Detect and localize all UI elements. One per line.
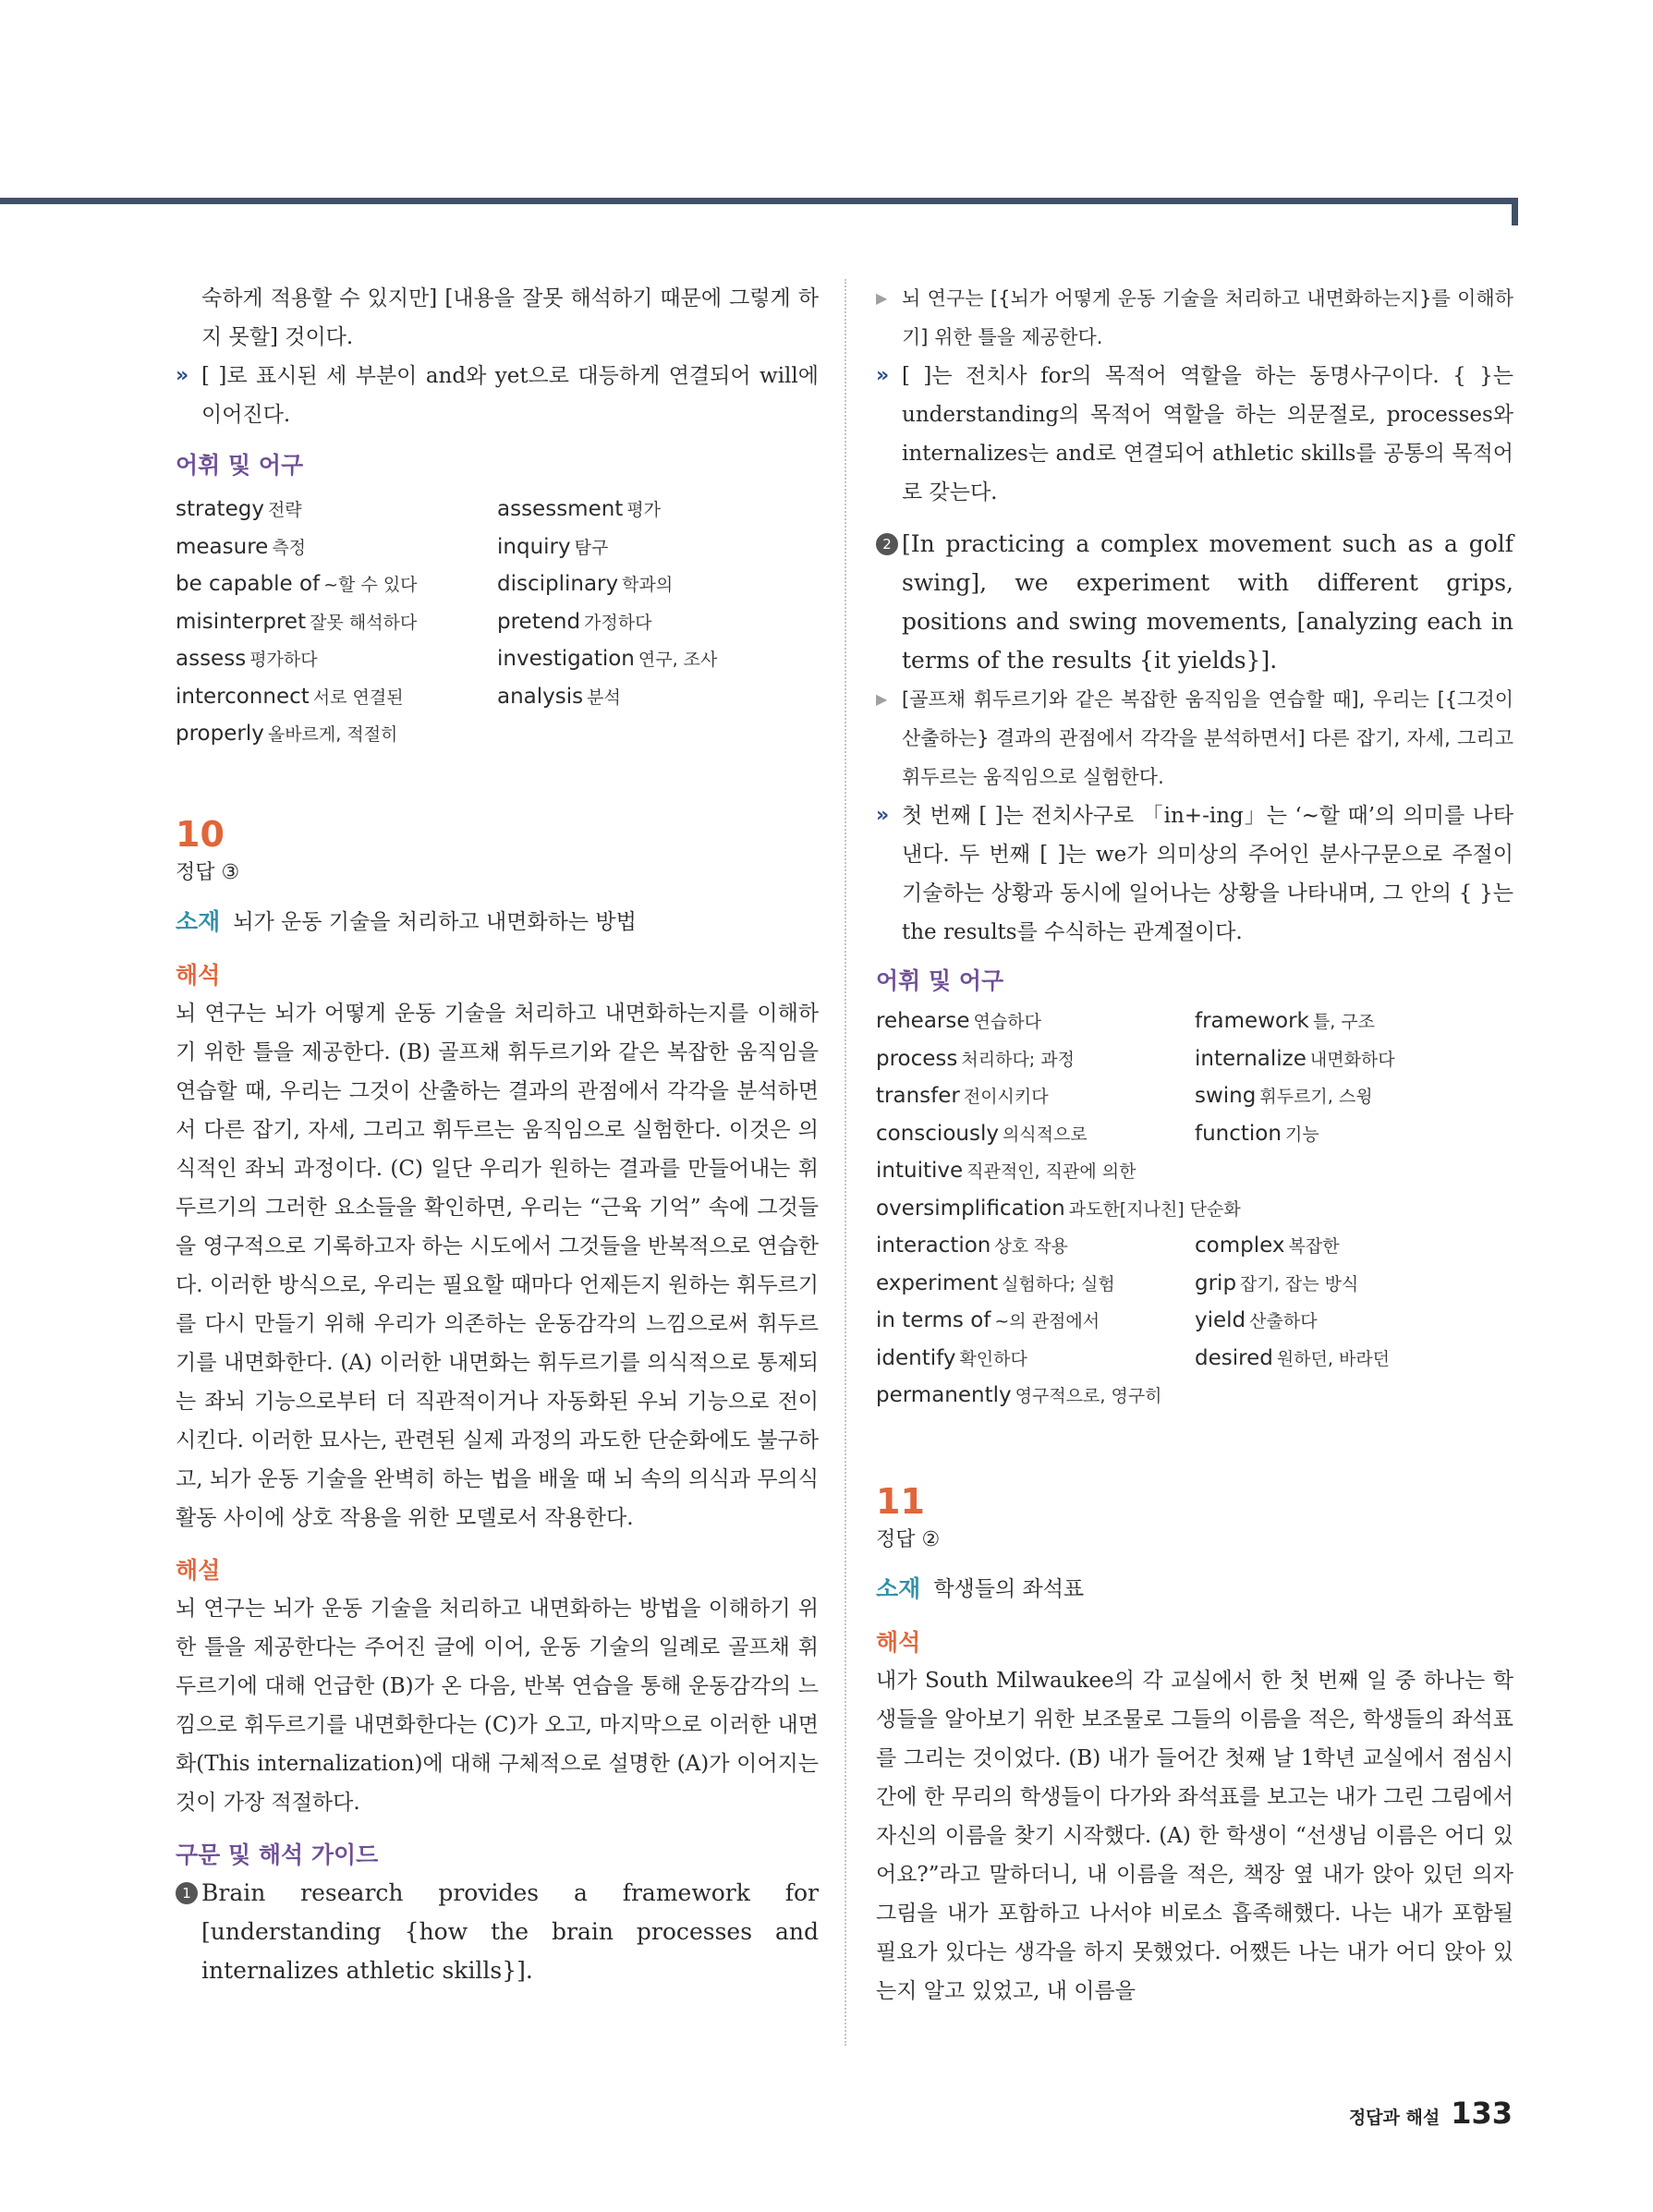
vocab-meaning: 휘두르기, 스윙 [1259,1087,1373,1107]
vocab-item [876,1303,1195,1341]
translation: 뇌 연구는 뇌가 어떻게 운동 기술을 처리하고 내면화하는지를 이해하기 위한 틀을 제공한다. (B) 골프채 휘두르기와 같은 복잡한 움직임을 연습할 때, 우리는 그것이 산출하는 결과의 관점에서 각각을 분석하면서 다른 잡기, 자세, 그리고 휘두르는 움직임으로 실험한다. 이것은 의식적인 좌뇌 과정이다. (C) 일단 우리가 원하는 결과를 만들어내는 휘두르기의 그러한 요소들을 확인하면, 우리는 “근육 기억” 속에 그것들을 영구적으로 기록하고자 하는 시도에서 그것들을 반복적으로 연습한다. 이러한 방식으로, 우리는 필요할 때마다 언제든지 원하는 휘두르기를 다시 만들기 위해 우리가 의존하는 운동감각의 느낌으로써 휘두르기를 내면화한다. (A) 이러한 내면화는 휘두르기를 의식적으로 통제되는 좌뇌 기능으로부터 더 직관적이거나 자동화된 우뇌 기능으로 전이시킨다. 이러한 묘사는, 관련된 실제 과정의 과도한 단순화에도 불구하고, 뇌가 운동 기술을 완벽히 하는 법을 배울 때 뇌 속의 의식과 무의식 활동 사이에 상호 작용을 위한 모델로서 작용한다. [176,1001,819,1530]
vocab-item [176,679,497,717]
vocab-meaning: 상호 작용 [994,1236,1068,1257]
topic-row [876,1571,1513,1608]
header-rule [0,198,1517,204]
vocab-meaning: ~할 수 있다 [323,575,418,595]
question-number: 10 [176,813,225,855]
vocab-meaning: 원하던, 바라던 [1276,1348,1391,1369]
vocab-term: misinterpret [176,609,307,634]
vocab-meaning: 평가하다 [249,650,318,670]
vocab-term: investigation [497,647,635,671]
vocab-meaning: 실험하다; 실험 [1002,1273,1115,1294]
vocab-meaning: 영구적으로, 영구히 [1015,1386,1162,1406]
vocab-term: identify [876,1345,956,1370]
triangle-icon: ▶ [876,289,888,307]
column-divider [845,279,846,2046]
grammar-1-note: » [ ]는 전치사 for의 목적어 역할을 하는 동명사구이다. { }는 understanding의 목적어 역할을 하는 의문절로, processes와 internalizes는 and로 연결되어 athletic skills를 공통의 목적어로 갖는다. [876,357,1513,512]
vocab-meaning: 틀, 구조 [1312,1012,1376,1032]
vocab-item [1195,1116,1513,1154]
vocab-meaning: 올바르게, 적절히 [267,724,398,745]
grammar-2-note: » 첫 번째 [ ]는 전치사구로 「in+-ing」는 ‘~할 때’의 의미를 나타낸다. 두 번째 [ ]는 we가 의미상의 주어인 분사구문으로 주절이 기술하는 상황과 동시에 일어나는 상황을 나타내며, 그 안의 { }는 the results를 수식하는 관계절이다. [876,796,1513,952]
vocab-item [497,641,819,679]
vocab-item [876,1078,1195,1116]
vocab-item [176,529,497,567]
page-footer [1349,2096,1513,2131]
vocab-meaning: 전략 [267,500,302,520]
grammar-title: 구문 및 해석 가이드 [176,1841,379,1868]
vocab-term: oversimplification [876,1196,1065,1221]
vocab-title: 어휘 및 어구 [876,967,1004,994]
vocab-meaning: 내면화하다 [1309,1049,1395,1070]
vocab-term: interconnect [176,684,310,709]
vocab-meaning: 연습하다 [973,1012,1041,1032]
left-column [176,279,819,1990]
grammar-2-translation: ▶ [골프채 휘두르기와 같은 복잡한 움직임을 연습할 때], 우리는 [{그것이 산출하는} 결과의 관점에서 각각을 분석하면서] 다른 잡기, 자세, 그리고 휘두르는 움직임으로 실험한다. [876,680,1513,796]
vocab-meaning: 연구, 조사 [638,650,718,670]
vocab-item [1195,1041,1513,1079]
vocab-term: in terms of [876,1308,991,1332]
double-chevron-icon: » [876,804,890,827]
vocab-list [176,492,819,754]
vocab-term: grip [1195,1270,1237,1295]
vocab-term: assessment [497,497,624,521]
vocab-term: permanently [876,1383,1012,1407]
grammar-item-2: 2 [In practicing a complex movement such as a golf swing], we experiment with different grips, positions and swing movements, [analyzing each in terms of the results {it yields}]. [876,525,1513,680]
vocab-item [497,679,819,717]
topic-label: 소재 [176,907,221,935]
topic: 뇌가 운동 기술을 처리하고 내면화하는 방법 [233,909,637,934]
vocab-item [1195,1303,1513,1341]
vocab-meaning: 측정 [272,537,307,558]
right-column [876,279,1513,2011]
vocab-item [876,1378,1513,1416]
topic-label: 소재 [876,1574,921,1602]
vocab-item [176,566,497,604]
topic: 학생들의 좌석표 [933,1576,1085,1601]
vocab-meaning: 분석 [587,687,621,708]
number-2-icon: 2 [876,533,898,555]
vocab-item [176,492,497,529]
vocab-item [876,1341,1195,1379]
triangle-icon: ▶ [876,690,888,708]
vocab-meaning: 확인하다 [959,1348,1027,1369]
vocab-item [876,1266,1195,1304]
vocab-term: assess [176,647,247,671]
vocab-item [176,641,497,679]
vocab-meaning: 복잡한 [1288,1236,1340,1257]
vocab-meaning: ~의 관점에서 [994,1311,1100,1331]
vocab-meaning: 잘못 해석하다 [310,612,418,633]
vocab-item [1195,1341,1513,1379]
vocab-list [876,1003,1513,1416]
vocab-meaning: 의식적으로 [1002,1124,1088,1145]
vocab-meaning: 잡기, 잡는 방식 [1240,1273,1359,1294]
translation: 내가 South Milwaukee의 각 교실에서 한 첫 번째 일 중 하나는 학생들을 알아보기 위한 보조물로 그들의 이름을 적은, 학생들의 좌석표를 그리는 것이었다. (B) 내가 들어간 첫째 날 1학년 교실에서 점심시간에 한 무리의 학생들이 다가와 좌석표를 보고는 내가 그린 그림에서 자신의 이름을 찾기 시작했다. (A) 한 학생이 “선생님 이름은 어디 있어요?”라고 말하더니, 내 이름을 적은, 책장 옆 내가 앉아 있던 의자 그림을 내가 포함하고 나서야 비로소 흡족해했다. 나는 내가 포함될 필요가 있다는 생각을 하지 못했었다. 어쨌든 나는 내가 어디 앉아 있는지 알고 있었고, 내 이름을 [876,1668,1513,2003]
vocab-term: swing [1195,1084,1257,1108]
vocab-item [497,492,819,529]
vocab-item [497,604,819,642]
vocab-term: strategy [176,497,264,521]
explanation: 뇌 연구는 뇌가 운동 기술을 처리하고 내면화하는 방법을 이해하기 위한 틀을 제공한다는 주어진 글에 이어, 운동 기술의 일례로 골프채 휘두르기에 대해 언급한 (B)가 온 다음, 반복 연습을 통해 운동감각의 느낌으로 휘두르기를 내면화한다는 (C)가 오고, 마지막으로 이러한 내면화(This internalization)에 대해 구체적으로 설명한 (A)가 이어지는 것이 가장 적절하다. [176,1596,819,1815]
grammar-1-translation: ▶ 뇌 연구는 [{뇌가 어떻게 운동 기술을 처리하고 내면화하는지}를 이해하기] 위한 틀을 제공한다. [876,279,1513,357]
vocab-term: experiment [876,1270,999,1295]
vocab-title: 어휘 및 어구 [176,452,304,479]
footer-label: 정답과 해설 [1348,2108,1440,2128]
vocab-term: rehearse [876,1009,970,1033]
vocab-meaning: 기능 [1284,1124,1319,1145]
vocab-meaning: 처리하다; 과정 [961,1049,1075,1070]
vocab-item [876,1191,1513,1229]
vocab-meaning: 학과의 [622,575,674,595]
vocab-term: yield [1195,1308,1246,1332]
translation-title: 해석 [176,961,221,989]
vocab-term: measure [176,534,269,559]
number-1-icon: 1 [176,1882,198,1904]
explanation-title: 해설 [176,1556,221,1584]
vocab-item [497,529,819,567]
answer: 정답 ② [876,1527,941,1551]
translation-title: 해석 [876,1628,921,1656]
vocab-meaning: 산출하다 [1249,1311,1318,1331]
vocab-item [876,1228,1195,1266]
topic-row [176,904,819,941]
vocab-item [176,604,497,642]
answer: 정답 ③ [176,860,240,884]
vocab-meaning: 평가 [626,500,662,520]
vocab-meaning: 과도한[지나친] 단순화 [1068,1198,1241,1220]
vocab-term: pretend [497,609,581,634]
double-chevron-icon: » [176,364,189,387]
vocab-term: intuitive [876,1159,964,1183]
vocab-item [1195,1078,1513,1116]
vocab-term: inquiry [497,534,571,559]
vocab-term: interaction [876,1234,991,1258]
page-number: 133 [1451,2096,1513,2131]
vocab-meaning: 서로 연결된 [312,687,404,708]
vocab-item [1195,1003,1513,1041]
vocab-term: desired [1195,1345,1273,1370]
vocab-term: framework [1195,1009,1309,1033]
double-chevron-icon: » [876,364,890,387]
intro-continuation: 숙하게 적용할 수 있지만] [내용을 잘못 해석하기 때문에 그렇게 하지 못할] 것이다. [201,286,819,349]
vocab-term: disciplinary [497,572,619,596]
intro-note: » [ ]로 표시된 세 부분이 and와 yet으로 대등하게 연결되어 will에 이어진다. [176,357,819,434]
vocab-item [876,1041,1195,1079]
vocab-item [1195,1266,1513,1304]
vocab-term: properly [176,722,264,746]
vocab-meaning: 전이시키다 [963,1087,1049,1107]
question-number: 11 [876,1480,925,1522]
vocab-item [876,1153,1513,1191]
vocab-item [176,716,497,754]
header-rule-tick [1512,198,1518,225]
vocab-meaning: 직관적인, 직관에 의한 [966,1161,1136,1182]
vocab-term: process [876,1046,958,1071]
vocab-item [1195,1228,1513,1266]
vocab-item [497,566,819,604]
vocab-term: analysis [497,684,584,709]
vocab-item [876,1003,1195,1041]
vocab-item [876,1116,1195,1154]
vocab-term: consciously [876,1121,999,1146]
grammar-item-1: 1 Brain research provides a framework for [understanding {how the brain processes and internalizes athletic skills}]. [176,1874,819,1990]
vocab-meaning: 탐구 [574,537,609,558]
vocab-term: function [1195,1121,1282,1146]
vocab-term: complex [1195,1234,1285,1258]
vocab-meaning: 가정하다 [584,612,652,633]
vocab-term: transfer [876,1084,960,1108]
vocab-term: internalize [1195,1046,1307,1071]
vocab-term: be capable of [176,572,321,596]
